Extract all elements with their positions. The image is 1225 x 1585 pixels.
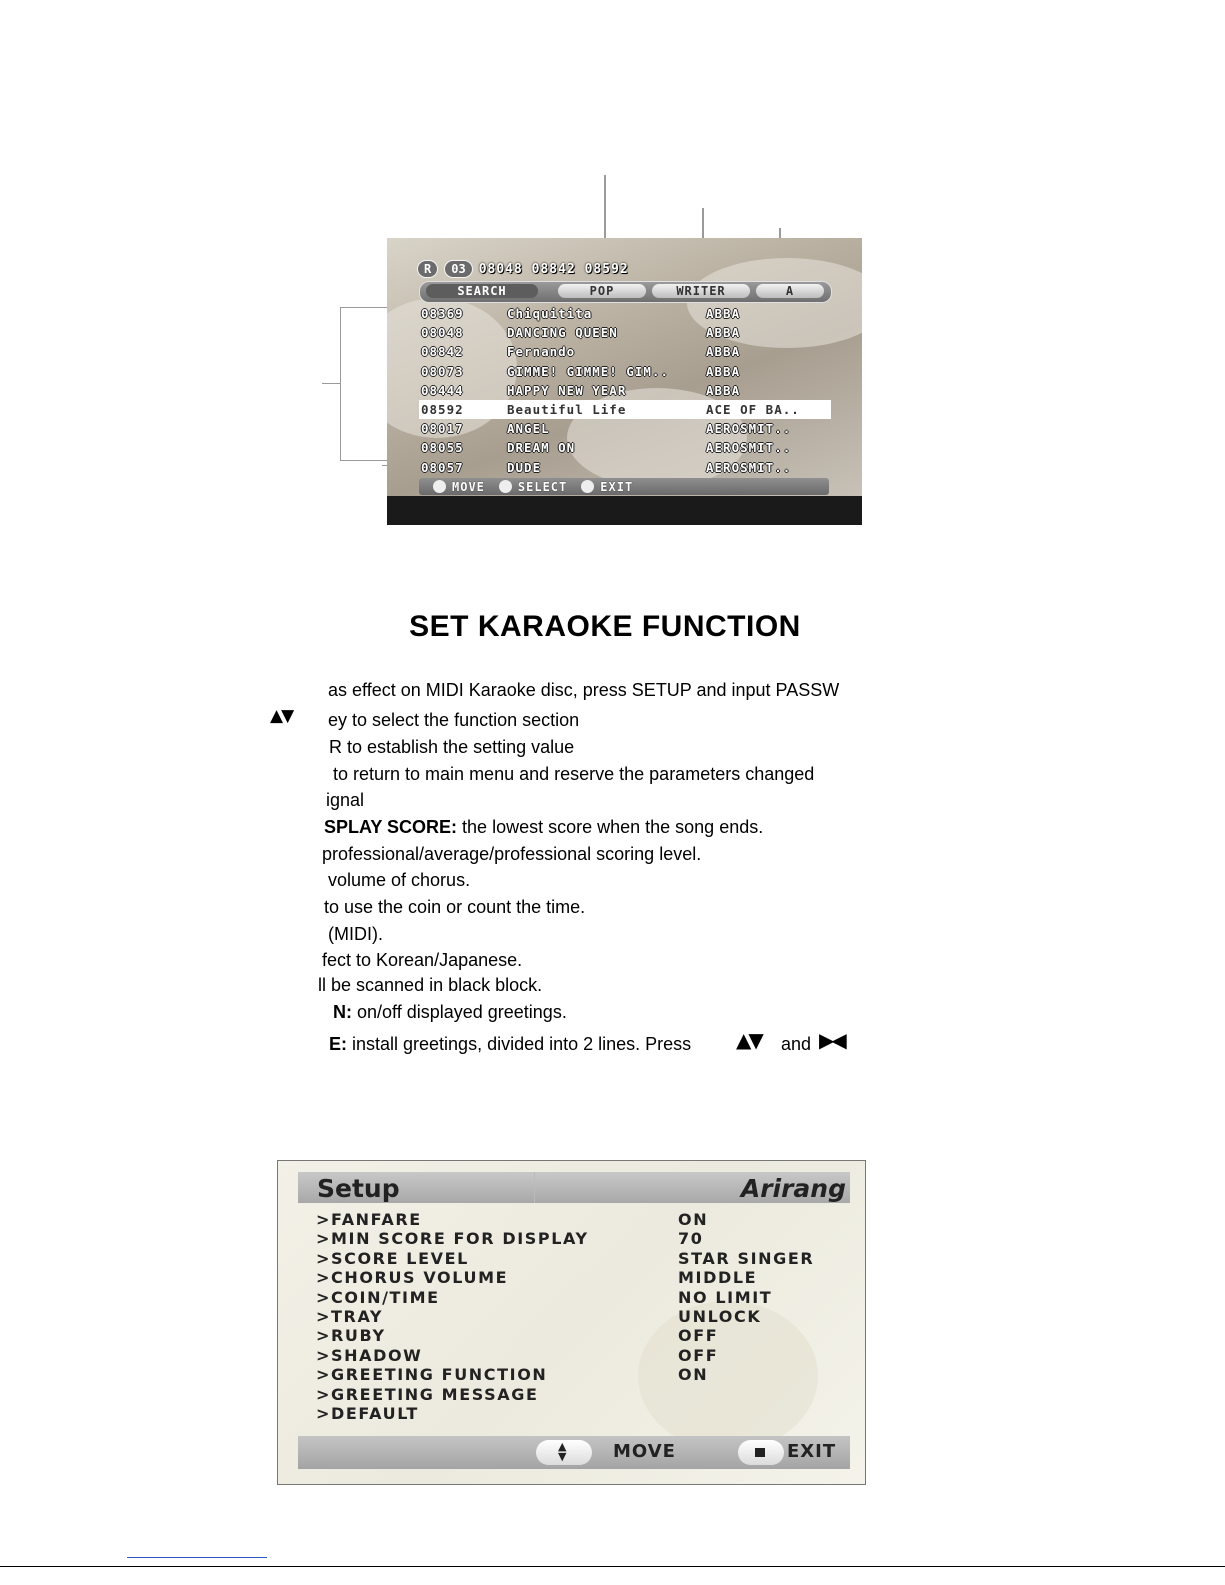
song-row[interactable] xyxy=(419,342,831,361)
setup-item-label: >TRAY xyxy=(316,1306,384,1326)
song-no: 08055 xyxy=(421,440,464,456)
stop-square-icon xyxy=(755,1448,765,1457)
song-no: 08073 xyxy=(421,363,464,379)
text-line-7: professional/average/professional scoring level. xyxy=(322,844,702,864)
song-artist: ABBA xyxy=(706,325,741,341)
setup-item[interactable] xyxy=(316,1385,856,1404)
setup-move-hint: MOVE xyxy=(613,1441,676,1462)
setup-item-label: >DEFAULT xyxy=(316,1403,419,1423)
text-line-8: volume of chorus. xyxy=(328,870,471,890)
setup-item-value: UNLOCK xyxy=(678,1306,762,1326)
text-line-9: to use the coin or count the time. xyxy=(324,897,586,917)
text-line-5: ignal xyxy=(326,790,365,810)
song-title: Chiquitita xyxy=(507,306,593,321)
bracket-pointer xyxy=(322,383,340,384)
setup-item-label: >COIN/TIME xyxy=(316,1287,440,1307)
song-title: GIMME! GIMME! GIM.. xyxy=(507,363,669,379)
song-no: 08592 xyxy=(421,401,464,417)
header-divider xyxy=(534,1172,535,1203)
setup-brand: Arirang xyxy=(740,1174,846,1203)
song-row[interactable] xyxy=(419,381,831,400)
setup-item-value: ON xyxy=(678,1365,709,1385)
setup-title: Setup xyxy=(317,1174,400,1203)
song-artist: ACE OF BA.. xyxy=(706,401,800,417)
up-down-icon: ▲ ▼ xyxy=(558,1440,567,1463)
up-down-arrows-icon: ▲▼ xyxy=(270,706,293,726)
reserve-count: 03 xyxy=(444,260,472,278)
move-hint: MOVE xyxy=(452,479,485,494)
song-no: 08444 xyxy=(421,382,464,398)
song-row[interactable] xyxy=(419,362,831,381)
category-pop[interactable] xyxy=(558,284,646,298)
setup-item-label: >MIN SCORE FOR DISPLAY xyxy=(316,1229,589,1249)
song-row[interactable] xyxy=(419,323,831,342)
select-key-icon xyxy=(499,480,512,493)
song-artist: AEROSMIT.. xyxy=(706,421,792,437)
song-artist: ABBA xyxy=(706,344,741,360)
setup-item-value: OFF xyxy=(678,1326,719,1346)
setup-item-label: >SHADOW xyxy=(316,1345,423,1365)
reserved-numbers: 08048 08842 08592 xyxy=(478,261,629,277)
song-artist: ABBA xyxy=(706,306,741,321)
text-line-6 xyxy=(324,817,763,838)
setup-list xyxy=(316,1210,856,1423)
setup-item-label: >CHORUS VOLUME xyxy=(316,1268,509,1288)
song-search-screenshot xyxy=(387,238,862,525)
song-no: 08017 xyxy=(421,421,464,437)
move-key-icon xyxy=(433,480,446,493)
song-title: HAPPY NEW YEAR xyxy=(507,382,627,398)
footnote-separator xyxy=(127,1557,267,1558)
field-writer-text: WRITER xyxy=(676,284,726,298)
search-label[interactable] xyxy=(426,284,538,298)
text-line-14-bold: E: xyxy=(329,1034,347,1054)
setup-item-label: >GREETING FUNCTION xyxy=(316,1365,548,1385)
search-status-bar xyxy=(417,260,629,278)
search-bar xyxy=(419,281,832,303)
search-label-text: SEARCH xyxy=(457,284,507,298)
song-row[interactable] xyxy=(419,458,831,477)
reserve-badge: R xyxy=(417,260,438,278)
setup-item[interactable] xyxy=(316,1268,856,1287)
up-down-arrows-icon-2: ▲▼ xyxy=(736,1028,761,1052)
text-line-11: fect to Korean/Japanese. xyxy=(322,950,523,970)
song-artist: ABBA xyxy=(706,382,741,398)
song-title: ANGEL xyxy=(507,421,550,437)
song-title: DUDE xyxy=(507,459,542,475)
bracket-vertical xyxy=(340,307,341,461)
text-line-6-rest: the lowest score when the song ends. xyxy=(457,817,764,837)
category-pop-text: POP xyxy=(589,284,615,298)
setup-item-label: >FANFARE xyxy=(316,1210,422,1229)
setup-item[interactable] xyxy=(316,1288,856,1307)
setup-item-value: MIDDLE xyxy=(678,1268,758,1288)
setup-item[interactable] xyxy=(316,1249,856,1268)
setup-item-label: >SCORE LEVEL xyxy=(316,1248,469,1268)
song-no: 08842 xyxy=(421,344,464,360)
text-line-2: ey to select the function section xyxy=(328,710,580,730)
setup-footer xyxy=(298,1436,850,1469)
song-row[interactable] xyxy=(419,400,831,419)
song-title: Fernando xyxy=(507,344,576,360)
move-key[interactable] xyxy=(536,1440,592,1465)
exit-key[interactable] xyxy=(738,1440,784,1465)
select-hint: SELECT xyxy=(517,479,568,494)
song-no: 08048 xyxy=(421,325,464,341)
text-line-13-rest: on/off displayed greetings. xyxy=(352,1002,567,1022)
setup-item-value: STAR SINGER xyxy=(678,1248,815,1268)
song-row[interactable] xyxy=(419,419,831,438)
setup-header xyxy=(298,1172,850,1203)
setup-item-value: OFF xyxy=(678,1345,719,1365)
setup-item[interactable] xyxy=(316,1307,856,1326)
text-line-13-bold: N: xyxy=(333,1002,352,1022)
section-heading: SET KARAOKE FUNCTION xyxy=(409,610,801,643)
song-artist: ABBA xyxy=(706,363,741,379)
text-line-10: (MIDI). xyxy=(328,924,383,944)
setup-item[interactable] xyxy=(316,1346,856,1365)
song-artist: AEROSMIT.. xyxy=(706,459,792,475)
field-writer[interactable] xyxy=(652,284,750,298)
setup-item[interactable] xyxy=(316,1404,856,1423)
right-left-arrows-icon: ▶◀ xyxy=(819,1028,844,1052)
setup-item[interactable] xyxy=(316,1326,856,1345)
song-no: 08369 xyxy=(421,306,464,321)
song-title: DREAM ON xyxy=(507,440,576,456)
song-no: 08057 xyxy=(421,459,464,475)
text-line-14-rest: install greetings, divided into 2 lines. Press xyxy=(347,1034,692,1054)
search-footer xyxy=(419,478,829,495)
setup-item-value: NO LIMIT xyxy=(678,1287,773,1307)
setup-item-label: >GREETING MESSAGE xyxy=(316,1384,539,1404)
song-list xyxy=(419,304,831,477)
setup-item-value: 70 xyxy=(678,1229,704,1249)
setup-item[interactable] xyxy=(316,1365,856,1384)
exit-hint: EXIT xyxy=(600,479,634,494)
setup-item-label: >RUBY xyxy=(316,1326,386,1346)
song-artist: AEROSMIT.. xyxy=(706,440,792,456)
text-line-14 xyxy=(329,1034,691,1055)
exit-key-icon xyxy=(581,480,594,493)
page-bottom-rule xyxy=(0,1566,1225,1567)
setup-item-value: ON xyxy=(678,1210,709,1229)
song-row[interactable] xyxy=(419,304,831,323)
song-row[interactable] xyxy=(419,438,831,457)
setup-exit-hint: EXIT xyxy=(787,1441,837,1462)
text-line-4: to return to main menu and reserve the parameters changed xyxy=(333,764,815,784)
text-and: and xyxy=(781,1034,812,1054)
song-title: Beautiful Life xyxy=(507,401,627,417)
setup-item[interactable] xyxy=(316,1229,856,1248)
text-line-6-bold: SPLAY SCORE: xyxy=(324,817,458,837)
text-line-13 xyxy=(333,1002,567,1023)
text-line-12: ll be scanned in black block. xyxy=(318,975,543,995)
text-line-1: as effect on MIDI Karaoke disc, press SETUP and input PASSW xyxy=(328,680,840,700)
letter-filter-text: A xyxy=(785,284,795,298)
letter-filter[interactable] xyxy=(756,284,824,298)
text-line-3: R to establish the setting value xyxy=(329,737,575,757)
setup-menu-screenshot xyxy=(277,1160,866,1485)
setup-item[interactable] xyxy=(316,1210,856,1229)
song-title: DANCING QUEEN xyxy=(507,325,618,341)
